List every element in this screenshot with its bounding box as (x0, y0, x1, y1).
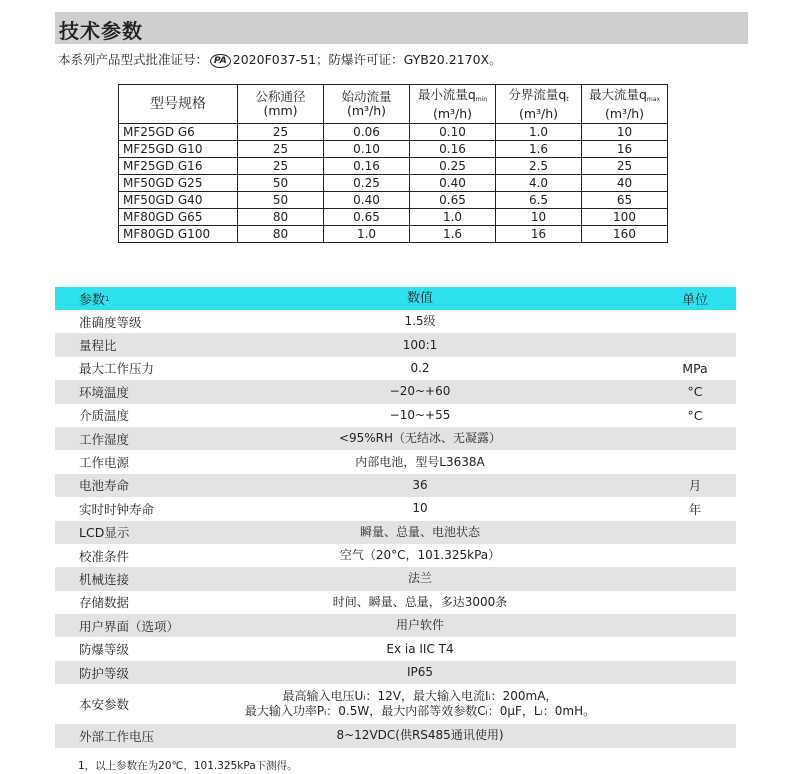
param-row (55, 450, 736, 473)
spec-value-cell: 50 (238, 192, 324, 209)
param-header-unit: 单位 (681, 293, 708, 308)
param-value (215, 310, 625, 333)
param-value (215, 591, 625, 614)
param-value (215, 357, 625, 380)
param-name: 防护等级 (79, 665, 130, 681)
approval-number: 2020F037-51； (232, 52, 329, 67)
param-row (55, 661, 736, 684)
param-value-line: 10 (412, 501, 428, 516)
spec-value-cell: 2.5 (496, 158, 582, 175)
param-row (55, 521, 736, 544)
param-row (55, 724, 736, 747)
spec-value-cell: 25 (238, 124, 324, 141)
param-value-line: 内部电池，型号L3638A (355, 454, 485, 469)
spec-value-cell: 0.65 (410, 192, 496, 209)
param-name: 机械连接 (79, 571, 130, 587)
param-unit (655, 724, 735, 747)
param-unit (655, 427, 735, 450)
param-unit: °C (687, 384, 703, 400)
approval-line (58, 50, 502, 68)
spec-value-cell: 80 (238, 209, 324, 226)
param-unit (655, 614, 735, 637)
param-name: 量程比 (79, 338, 117, 354)
spec-value-cell: 80 (238, 226, 324, 243)
param-value-line: 空气（20°C，101.325kPa） (339, 548, 501, 563)
param-name: 介质温度 (79, 408, 130, 424)
param-value-line: 100:1 (402, 337, 438, 352)
param-header-name: 参数 1 (79, 293, 110, 308)
spec-table-row (119, 226, 668, 243)
param-unit (655, 684, 735, 724)
param-value (215, 684, 625, 724)
param-unit (655, 450, 735, 473)
param-value-line: 1.5级 (404, 314, 436, 329)
param-value-line: 用户软件 (395, 618, 444, 633)
param-name: LCD显示 (79, 525, 130, 541)
spec-header-cell: 最小流量$q_{min}$ (m³/h) (410, 85, 496, 124)
spec-value-cell: 0.16 (324, 158, 410, 175)
param-value-line: <95%RH（无结冰、无凝露） (338, 431, 502, 446)
param-value-line: −10~+55 (389, 407, 451, 422)
explosion-number: GYB20.2170X。 (403, 52, 502, 67)
param-row (55, 474, 736, 497)
param-value-line: 最高输入电压Uᵢ：12V，最大输入电流Iᵢ：200mA， (282, 689, 558, 704)
param-row (55, 333, 736, 356)
param-row (55, 637, 736, 660)
param-name: 存储数据 (79, 595, 130, 611)
param-row (55, 567, 736, 590)
param-name: 工作湿度 (79, 431, 130, 447)
spec-header-cell: 分界流量$q_t$ (m³/h) (496, 85, 582, 124)
param-value (215, 614, 625, 637)
param-value (215, 661, 625, 684)
param-value-line: 0.2 (410, 360, 430, 375)
spec-value-cell: 1.6 (496, 141, 582, 158)
spec-value-cell: 1.0 (496, 124, 582, 141)
param-name: 电池寿命 (79, 478, 130, 494)
param-unit (655, 567, 735, 590)
spec-model-cell: MF25GD G10 (119, 141, 238, 158)
spec-table-header (119, 85, 668, 124)
param-unit (655, 637, 735, 660)
param-row (55, 684, 736, 724)
param-name: 防爆等级 (79, 642, 130, 658)
spec-table-row (119, 141, 668, 158)
explosion-label: 防爆许可证： (328, 52, 404, 67)
spec-header-cell: 最大流量$q_{max}$ (m³/h) (582, 85, 668, 124)
param-name: 环境温度 (79, 384, 130, 400)
spec-table-body (119, 124, 668, 243)
param-value (215, 497, 625, 520)
spec-table (118, 84, 668, 243)
param-value-line: 最大输入功率Pᵢ：0.5W，最大内部等效参数Cᵢ：0μF，Lᵢ：0mH。 (244, 704, 596, 719)
param-row (55, 427, 736, 450)
param-unit: 年 (688, 501, 702, 517)
spec-value-cell: 0.25 (410, 158, 496, 175)
spec-model-cell: MF50GD G40 (119, 192, 238, 209)
param-value (215, 450, 625, 473)
spec-value-cell: 0.40 (410, 175, 496, 192)
spec-value-cell: 4.0 (496, 175, 582, 192)
spec-value-cell: 0.25 (324, 175, 410, 192)
spec-value-cell: 0.06 (324, 124, 410, 141)
param-row (55, 404, 736, 427)
spec-table-row (119, 209, 668, 226)
param-value (215, 380, 625, 403)
param-name: 本安参数 (79, 697, 130, 713)
param-unit (655, 521, 735, 544)
param-value-line: 法兰 (407, 571, 432, 586)
spec-value-cell: 40 (582, 175, 668, 192)
param-table (55, 287, 736, 748)
param-row (55, 614, 736, 637)
param-unit: MPa (682, 360, 708, 376)
spec-value-cell: 0.10 (410, 124, 496, 141)
param-header-value: 数值 (406, 291, 433, 306)
param-unit (655, 310, 735, 333)
param-value (215, 567, 625, 590)
param-table-body (55, 310, 736, 748)
spec-value-cell: 0.10 (324, 141, 410, 158)
param-unit (655, 591, 735, 614)
spec-table-row (119, 124, 668, 141)
spec-value-cell: 16 (496, 226, 582, 243)
spec-header-cell: 型号规格 (119, 85, 238, 124)
footnote: 1，以上参数在为20℃，101.325kPa下测得。 (78, 760, 298, 772)
param-value (215, 544, 625, 567)
spec-value-cell: 10 (496, 209, 582, 226)
param-value (215, 474, 625, 497)
spec-value-cell: 0.65 (324, 209, 410, 226)
param-unit (655, 661, 735, 684)
param-name: 实时时钟寿命 (79, 501, 155, 517)
param-table-header (55, 287, 736, 310)
section-title: 技术参数 (59, 19, 143, 43)
spec-value-cell: 0.40 (324, 192, 410, 209)
spec-table-row (119, 175, 668, 192)
spec-value-cell: 160 (582, 226, 668, 243)
param-unit: 月 (688, 478, 702, 494)
spec-model-cell: MF25GD G6 (119, 124, 238, 141)
spec-value-cell: 65 (582, 192, 668, 209)
param-value (215, 521, 625, 544)
param-unit (655, 544, 735, 567)
param-value (215, 637, 625, 660)
pa-mark-icon: PA (210, 54, 231, 68)
param-value (215, 333, 625, 356)
spec-value-cell: 25 (582, 158, 668, 175)
param-name: 外部工作电压 (79, 728, 155, 744)
param-name: 准确度等级 (79, 314, 142, 330)
spec-table-row (119, 192, 668, 209)
spec-model-cell: MF80GD G65 (119, 209, 238, 226)
param-unit (655, 333, 735, 356)
spec-model-cell: MF50GD G25 (119, 175, 238, 192)
param-value-line: IP65 (406, 665, 434, 680)
spec-model-cell: MF80GD G100 (119, 226, 238, 243)
param-row (55, 380, 736, 403)
spec-value-cell: 1.0 (324, 226, 410, 243)
spec-table-row (119, 158, 668, 175)
param-row (55, 310, 736, 333)
approval-prefix: 本系列产品型式批准证号： (58, 52, 209, 67)
spec-header-cell: 公称通径 (mm) (238, 85, 324, 124)
spec-value-cell: 1.0 (410, 209, 496, 226)
param-value (215, 724, 625, 747)
spec-header-cell: 始动流量 (m³/h) (324, 85, 410, 124)
param-name: 校准条件 (79, 548, 130, 564)
param-value-line: 瞬量、总量、电池状态 (359, 524, 480, 539)
spec-value-cell: 1.6 (410, 226, 496, 243)
param-row (55, 544, 736, 567)
spec-value-cell: 6.5 (496, 192, 582, 209)
param-row (55, 591, 736, 614)
spec-value-cell: 100 (582, 209, 668, 226)
section-title-bar (55, 12, 748, 44)
param-name: 工作电源 (79, 455, 130, 471)
param-value-line: 时间、瞬量、总量，多达3000条 (332, 594, 508, 609)
spec-model-cell: MF25GD G16 (119, 158, 238, 175)
spec-value-cell: 25 (238, 141, 324, 158)
param-value-line: 36 (412, 477, 428, 492)
param-value-line: −20~+60 (389, 384, 451, 399)
spec-value-cell: 25 (238, 158, 324, 175)
param-value-line: Ex ia IIC T4 (386, 641, 454, 656)
spec-value-cell: 16 (582, 141, 668, 158)
spec-value-cell: 0.16 (410, 141, 496, 158)
param-value (215, 427, 625, 450)
param-name: 最大工作压力 (79, 361, 155, 377)
param-row (55, 497, 736, 520)
spec-value-cell: 10 (582, 124, 668, 141)
param-value-line: 8~12VDC(供RS485通讯使用) (336, 728, 504, 743)
param-unit: °C (687, 407, 703, 423)
param-name: 用户界面（选项） (79, 618, 180, 634)
param-value (215, 404, 625, 427)
param-row (55, 357, 736, 380)
spec-value-cell: 50 (238, 175, 324, 192)
